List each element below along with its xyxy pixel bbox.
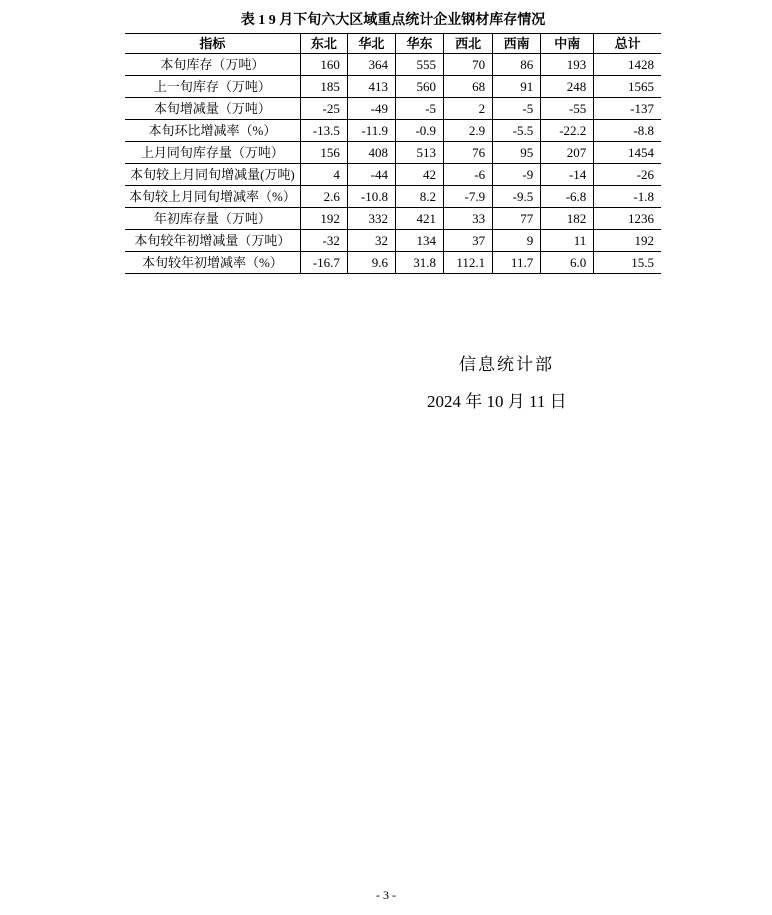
cell-value: -7.9 [444, 186, 493, 208]
cell-value: 185 [300, 76, 347, 98]
row-label: 上一旬库存（万吨） [125, 76, 300, 98]
row-label: 本旬增减量（万吨） [125, 98, 300, 120]
cell-value: -6 [444, 164, 493, 186]
cell-value: 207 [541, 142, 594, 164]
column-header: 西北 [444, 34, 493, 54]
table-row [125, 98, 661, 120]
cell-value: -9 [493, 164, 541, 186]
cell-value: 42 [395, 164, 443, 186]
table-row [125, 54, 661, 76]
cell-value: 86 [493, 54, 541, 76]
cell-value: -26 [594, 164, 661, 186]
inventory-table [125, 33, 661, 274]
row-label: 本旬环比增减率（%） [125, 120, 300, 142]
cell-value: 413 [347, 76, 395, 98]
cell-value: -5 [493, 98, 541, 120]
cell-value: 1236 [594, 208, 661, 230]
cell-value: 192 [300, 208, 347, 230]
row-label: 本旬较上月同旬增减量(万吨) [125, 164, 300, 186]
cell-value: 1565 [594, 76, 661, 98]
table-row [125, 186, 661, 208]
table-row [125, 230, 661, 252]
cell-value: -0.9 [395, 120, 443, 142]
column-header: 华东 [395, 34, 443, 54]
cell-value: 408 [347, 142, 395, 164]
cell-value: -8.8 [594, 120, 661, 142]
cell-value: -5.5 [493, 120, 541, 142]
column-header: 东北 [300, 34, 347, 54]
cell-value: 91 [493, 76, 541, 98]
cell-value: -14 [541, 164, 594, 186]
row-label: 本旬较年初增减率（%） [125, 252, 300, 274]
cell-value: -16.7 [300, 252, 347, 274]
row-label: 本旬库存（万吨） [125, 54, 300, 76]
cell-value: 70 [444, 54, 493, 76]
cell-value: 11 [541, 230, 594, 252]
cell-value: 9.6 [347, 252, 395, 274]
cell-value: 31.8 [395, 252, 443, 274]
row-label: 本旬较上月同旬增减率（%） [125, 186, 300, 208]
cell-value: 156 [300, 142, 347, 164]
cell-value: 76 [444, 142, 493, 164]
table-row [125, 252, 661, 274]
row-label: 年初库存量（万吨） [125, 208, 300, 230]
cell-value: 77 [493, 208, 541, 230]
cell-value: 555 [395, 54, 443, 76]
cell-value: 1428 [594, 54, 661, 76]
cell-value: 2.9 [444, 120, 493, 142]
cell-value: 4 [300, 164, 347, 186]
cell-value: -32 [300, 230, 347, 252]
cell-value: -49 [347, 98, 395, 120]
cell-value: 8.2 [395, 186, 443, 208]
cell-value: 134 [395, 230, 443, 252]
column-header: 指标 [125, 34, 300, 54]
cell-value: 2.6 [300, 186, 347, 208]
table-row [125, 120, 661, 142]
cell-value: 11.7 [493, 252, 541, 274]
cell-value: 9 [493, 230, 541, 252]
cell-value: -1.8 [594, 186, 661, 208]
column-header: 西南 [493, 34, 541, 54]
cell-value: -6.8 [541, 186, 594, 208]
column-header: 中南 [541, 34, 594, 54]
cell-value: -22.2 [541, 120, 594, 142]
column-header: 总计 [594, 34, 661, 54]
cell-value: -44 [347, 164, 395, 186]
cell-value: 192 [594, 230, 661, 252]
table-row [125, 76, 661, 98]
page-number: - 3 - [376, 888, 396, 902]
column-header: 华北 [347, 34, 395, 54]
cell-value: -5 [395, 98, 443, 120]
row-label: 本旬较年初增减量（万吨） [125, 230, 300, 252]
cell-value: 560 [395, 76, 443, 98]
cell-value: 37 [444, 230, 493, 252]
department-signature: 信息统计部 [459, 355, 554, 374]
cell-value: 193 [541, 54, 594, 76]
cell-value: 1454 [594, 142, 661, 164]
cell-value: -25 [300, 98, 347, 120]
cell-value: 421 [395, 208, 443, 230]
table-row [125, 164, 661, 186]
cell-value: 32 [347, 230, 395, 252]
cell-value: 248 [541, 76, 594, 98]
cell-value: 112.1 [444, 252, 493, 274]
cell-value: -10.8 [347, 186, 395, 208]
table-row [125, 142, 661, 164]
cell-value: 6.0 [541, 252, 594, 274]
cell-value: -13.5 [300, 120, 347, 142]
row-label: 上月同旬库存量（万吨） [125, 142, 300, 164]
cell-value: -11.9 [347, 120, 395, 142]
cell-value: 68 [444, 76, 493, 98]
cell-value: 182 [541, 208, 594, 230]
cell-value: 95 [493, 142, 541, 164]
cell-value: 33 [444, 208, 493, 230]
table-title: 表 1 9 月下旬六大区域重点统计企业钢材库存情况 [240, 13, 546, 28]
cell-value: -137 [594, 98, 661, 120]
cell-value: 332 [347, 208, 395, 230]
document-date: 2024 年 10 月 11 日 [427, 392, 567, 411]
cell-value: 2 [444, 98, 493, 120]
table-header-row [125, 34, 661, 54]
cell-value: 513 [395, 142, 443, 164]
cell-value: 364 [347, 54, 395, 76]
cell-value: -55 [541, 98, 594, 120]
cell-value: 160 [300, 54, 347, 76]
table-row [125, 208, 661, 230]
cell-value: 15.5 [594, 252, 661, 274]
cell-value: -9.5 [493, 186, 541, 208]
